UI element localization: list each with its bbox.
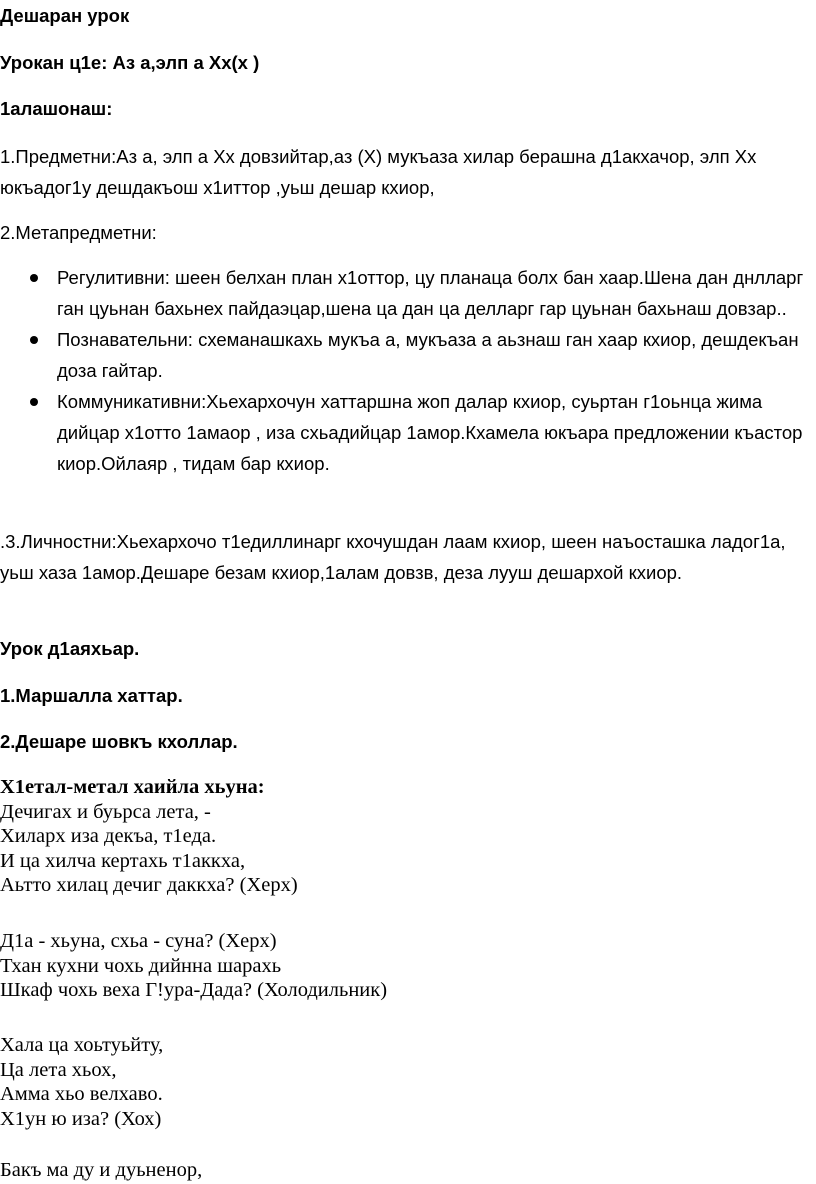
- riddles-block-1: [0, 775, 804, 898]
- meta-goals-list: [0, 262, 804, 479]
- lesson-topic: Урокан ц1е: Аз а,элп а Хх(х ): [0, 52, 260, 73]
- meta-goal-regulative: Регулитивни: шеен белхан план х1оттор, цу планаца болх бан хаар.Шена дан днлларг ган цуьнан бахьнех пайдаэцар,шена ца дан ца делларг гар цуьнан бахьнаш довзар..: [57, 267, 804, 319]
- subject-goals-paragraph: 1.Предметни:Аз а, элп а Хх довзийтар,аз (Х) мукъаза хилар берашна д1акхачор, элп Хх юкъадог1у дешдакъош х1иттор ,уьш дешар кхиор,: [0, 146, 757, 198]
- bullet-icon: [30, 398, 38, 406]
- riddles-block-2: [0, 929, 804, 1003]
- lesson-procedure-heading: Урок д1аяхьар.: [0, 638, 140, 659]
- riddle-line: Амма хьо велхаво.: [0, 1083, 163, 1105]
- document-title: Дешаран урок: [0, 5, 130, 26]
- riddle-line: Х1ун ю иза? (Хох): [0, 1107, 162, 1130]
- list-item: [0, 262, 804, 324]
- riddle-line: Дечигах и буьрса лета, -: [0, 800, 211, 823]
- bullet-icon: [30, 274, 38, 282]
- riddle-line: Аьтто хилац дечиг даккха? (Херх): [0, 874, 298, 896]
- riddle-line: Шкаф чохь веха Г!ура-Дада? (Холодильник): [0, 979, 388, 1001]
- meta-goals-heading: 2.Метапредметни:: [0, 222, 157, 243]
- list-item: [0, 386, 804, 479]
- riddle-line: Д1а - хьуна, схьа - суна? (Херх): [0, 930, 277, 952]
- riddle-line: Тхан кухни чохь дийнна шарахь: [0, 954, 282, 977]
- riddle-line: Бакъ ма ду и дуьненор,: [0, 1159, 203, 1181]
- list-item: [0, 324, 804, 386]
- lesson-step-motivation: 2.Дешаре шовкъ кхоллар.: [0, 731, 238, 752]
- meta-goal-cognitive: Познавательни: схеманашкахь мукъа а, мукъаза а аьзнаш ган хаар кхиор, дешдекъан доза гайтар.: [57, 329, 799, 381]
- riddle-line: Хала ца хоьтуьйту,: [0, 1034, 164, 1056]
- lesson-step-greeting: 1.Маршалла хаттар.: [0, 685, 183, 706]
- riddles-block-3: [0, 1033, 804, 1131]
- riddle-line: Ца лета хьох,: [0, 1058, 117, 1081]
- riddles-heading: Х1етал-метал хаийла хьуна:: [0, 776, 265, 798]
- goals-heading: 1алашонаш:: [0, 98, 113, 119]
- meta-goal-communicative: Коммуникативни:Хьехархочун хаттаршна жоп далар кхиор, суьртан г1оьнца жима дийцар х1отто 1амаор , иза схьадийцар 1амор.Кхамела юкъара предложении къастор киор.Ойлаяр , тидам бар кхиор.: [57, 391, 803, 474]
- bullet-icon: [30, 336, 38, 344]
- personal-goals-paragraph: .3.Личностни:Хьехархочо т1едиллинарг кхочушдан лаам кхиор, шеен наъосташка ладог1а, уьш хаза 1амор.Дешаре безам кхиор,1алам довзв, деза лууш дешархой кхиор.: [0, 531, 786, 583]
- riddle-line: Хиларх иза декъа, т1еда.: [0, 825, 217, 847]
- riddle-line: И ца хилча кертахь т1аккха,: [0, 849, 246, 872]
- riddles-block-4: [0, 1158, 804, 1183]
